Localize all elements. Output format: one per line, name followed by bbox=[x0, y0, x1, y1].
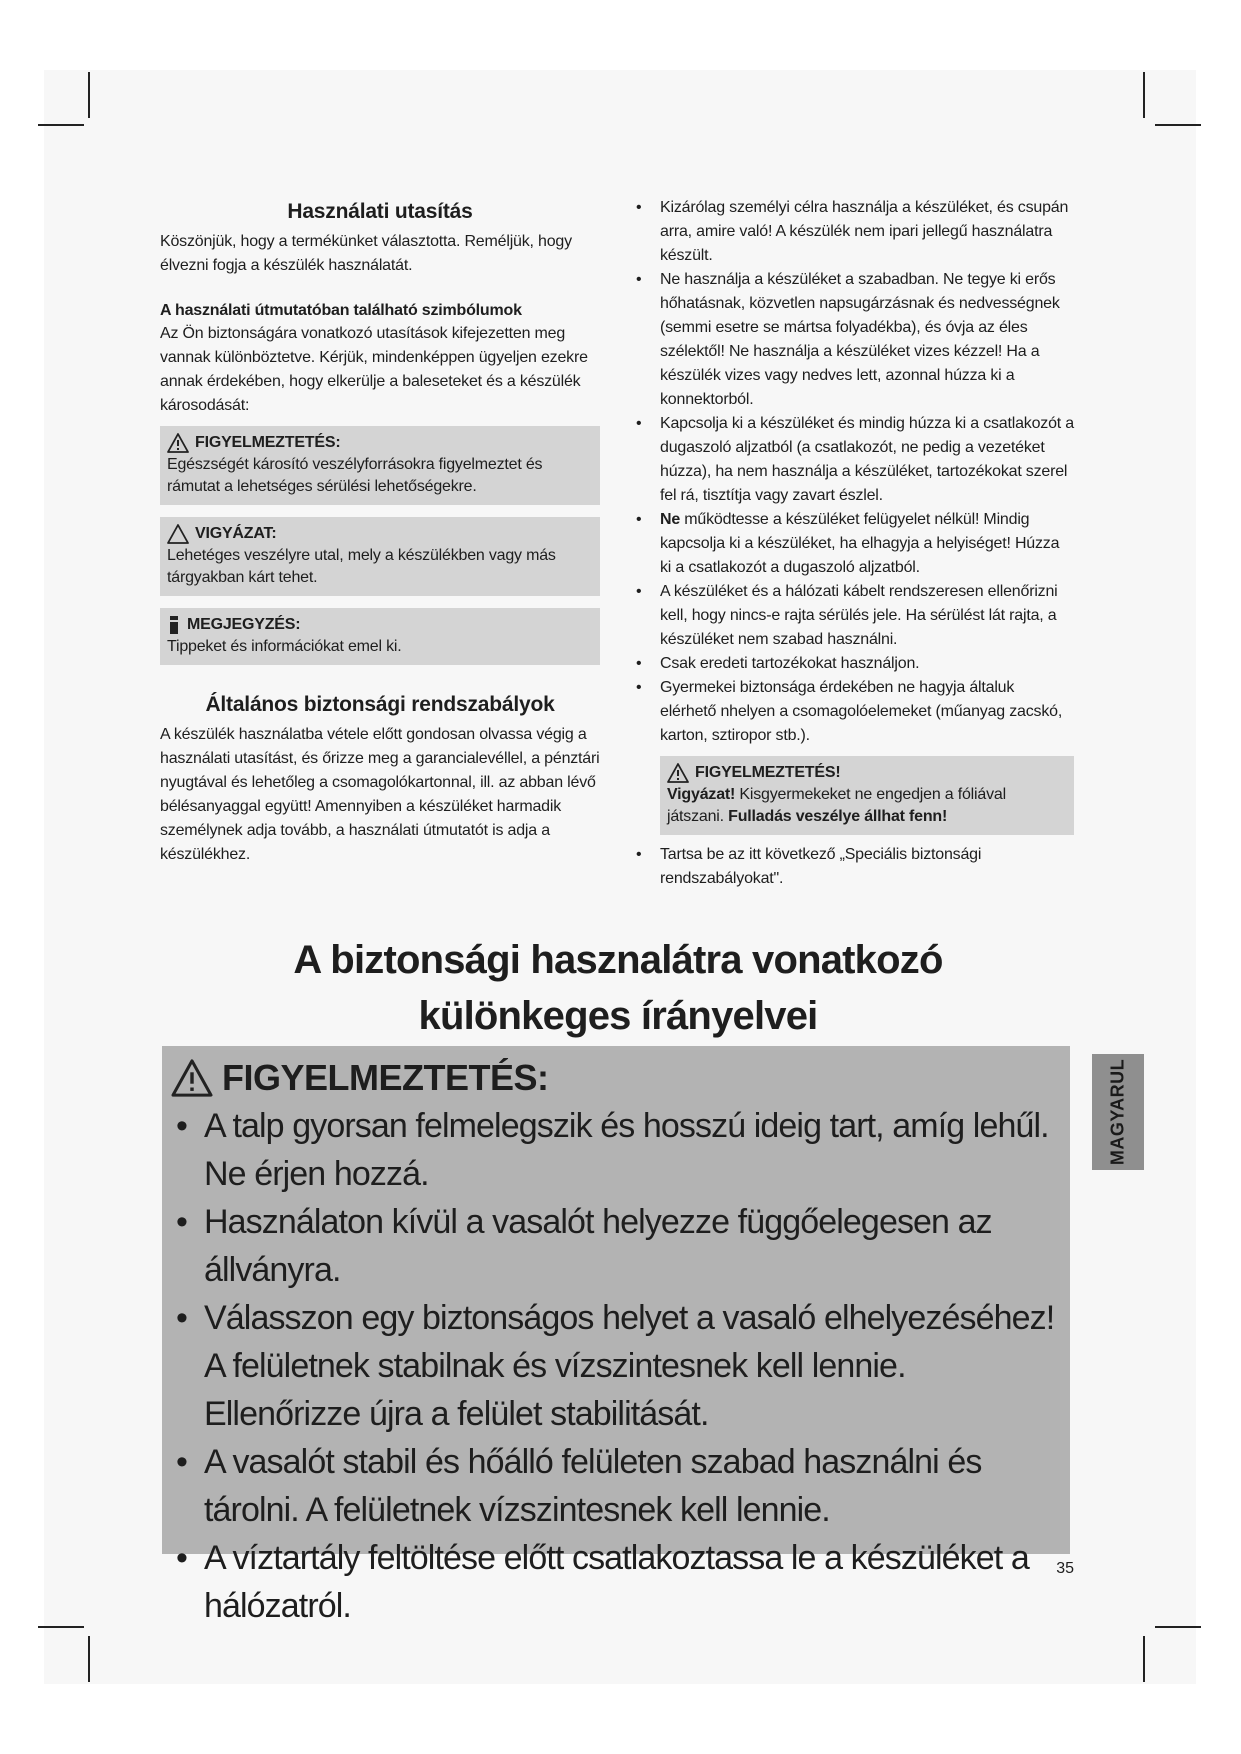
page-number: 35 bbox=[1056, 1560, 1074, 1577]
list-item: • Használaton kívül a vasalót helyezze függőelegesen az állványra. bbox=[170, 1198, 1068, 1294]
language-label: MAGYARUL bbox=[1107, 1058, 1128, 1166]
list-item: • A vasalót stabil és hőálló felületen szabad használni és tárolni. A felületnek vízszintesnek kell lennie. bbox=[170, 1438, 1068, 1534]
info-icon bbox=[167, 615, 181, 635]
note-text: Tippeket és információkat emel ki. bbox=[167, 638, 402, 655]
list-item: • A talp gyorsan felmelegszik és hosszú ideig tart, amíg lehűl. Ne érjen hozzá. bbox=[170, 1102, 1068, 1198]
safety-text: A készülék használatba vétele előtt gondosan olvassa végig a használati utasítást, és őrizze meg a garancialevéllel, a pénztári nyugtával és lehetőleg a csomagolókartonnal, ill. az abban lévő bélésanyaggal együtt! Amennyiben a készüléket harmadik személynek adja tovább, a használati útmutatót is adja a készülékhez. bbox=[160, 726, 600, 863]
crop-mark bbox=[38, 1626, 84, 1628]
crop-mark bbox=[1143, 72, 1145, 118]
warning-triangle-icon bbox=[667, 763, 689, 783]
caution-label: VIGYÁZAT: bbox=[195, 525, 277, 542]
list-item: • Kizárólag személyi célra használja a készüléket, és csupán arra, amire való! A készülék nem ipari jellegű használatra készült. bbox=[632, 196, 1074, 268]
crop-mark bbox=[88, 1636, 90, 1682]
crop-mark bbox=[1155, 124, 1201, 126]
final-bullet-list bbox=[632, 843, 1074, 891]
crop-mark bbox=[1155, 1626, 1201, 1628]
heading-line: különkeges írányelvei bbox=[418, 994, 818, 1038]
list-item: • Ne használja a készüléket a szabadban. Ne tegye ki erős hőhatásnak, közvetlen napsugárzásnak és nedvességnek (semmi esetre se mártsa folyadékba), és óvja az éles szélektől! Ne használja a készüléket vizes kézzel! Ha a készülék vizes vagy nedves lett, azonnal húzza ki a konnektorból. bbox=[632, 268, 1074, 412]
safety-bullet-list bbox=[632, 196, 1074, 748]
safety-title: Általános biztonsági rendszabályok bbox=[205, 693, 555, 716]
special-rules-heading bbox=[160, 932, 1076, 1044]
warning-triangle-icon bbox=[170, 1059, 214, 1097]
list-item: • Válasszon egy biztonságos helyet a vasaló elhelyezéséhez! A felületnek stabilnak és vízszintesnek kell lennie. Ellenőrizze újra a felület stabilitását. bbox=[170, 1294, 1068, 1438]
right-column bbox=[632, 196, 1074, 891]
list-item: • Gyermekei biztonsága érdekében ne hagyja általuk elérhető nhelyen a csomagolóelemeket (műanyag zacskó, karton, sztiropor stb.). bbox=[632, 676, 1074, 748]
warning-sentence: Kisgyermekeket ne engedjen a fóliával játszani. bbox=[667, 786, 1006, 825]
caution-notice bbox=[160, 517, 600, 596]
list-item: • Kapcsolja ki a készüléket és mindig húzza ki a csatlakozót a dugaszoló aljzatból (a csatlakozót, ne pedig a vezetéket húzza), ha nem használja a készüléket, tartozékokat szerel fel rá, tisztítja vagy zavart észlel. bbox=[632, 412, 1074, 508]
bold-suffocation: Fulladás veszélye állhat fenn! bbox=[728, 808, 948, 825]
child-warning-notice bbox=[660, 756, 1074, 835]
list-item: • Csak eredeti tartozékokat használjon. bbox=[632, 652, 1074, 676]
caution-triangle-icon bbox=[167, 524, 189, 544]
warning-label: FIGYELMEZTETÉS: bbox=[195, 434, 341, 451]
bold-ne: Ne bbox=[660, 511, 681, 528]
bullet-text: működtesse a készüléket felügyelet nélkül! Mindig kapcsolja ki a készüléket, ha elhagyja a helyiséget! Húzza ki a csatlakozót a dugaszoló aljzatból. bbox=[660, 511, 1060, 576]
heading-line: A biztonsági hasznalátra vonatkozó bbox=[293, 938, 943, 982]
crop-mark bbox=[88, 72, 90, 118]
crop-mark bbox=[1143, 1636, 1145, 1682]
child-warning-label: FIGYELMEZTETÉS! bbox=[695, 764, 841, 781]
symbols-text: Az Ön biztonságára vonatkozó utasítások kifejezetten meg vannak különböztetve. Kérjük, mindenképpen ügyeljen ezekre annak érdekében, hogy elkerülje a baleseteket és a készülék károsodását: bbox=[160, 325, 588, 414]
caution-text: Lehetéges veszélyre utal, mely a készülékben vagy más tárgyakban kárt tehet. bbox=[167, 547, 556, 586]
child-warning-text bbox=[667, 784, 1066, 828]
list-item: • Tartsa be az itt következő „Speciális biztonsági rendszabályokat". bbox=[632, 843, 1074, 891]
note-notice bbox=[160, 608, 600, 665]
manual-title: Használati utasítás bbox=[287, 200, 473, 223]
symbols-heading: A használati útmutatóban található szimbólumok bbox=[160, 302, 522, 319]
special-warning-label: FIGYELMEZTETÉS: bbox=[222, 1057, 549, 1098]
crop-mark bbox=[38, 124, 84, 126]
warning-notice bbox=[160, 426, 600, 505]
list-item: • A víztartály feltöltése előtt csatlakoztassa le a készüléket a hálózatról. bbox=[170, 1534, 1068, 1630]
language-tab bbox=[1092, 1054, 1144, 1170]
warning-triangle-icon bbox=[167, 433, 189, 453]
warning-text: Egészségét károsító veszélyforrásokra figyelmeztet és rámutat a lehetséges sérülési lehetőségekre. bbox=[167, 456, 543, 495]
note-label: MEGJEGYZÉS: bbox=[187, 616, 301, 633]
list-item: • A készüléket és a hálózati kábelt rendszeresen ellenőrizni kell, hogy nincs-e rajta sérülés jele. Ha sérülést lát rajta, a készüléket nem szabad használni. bbox=[632, 580, 1074, 652]
left-column bbox=[160, 198, 600, 867]
intro-text: Köszönjük, hogy a termékünket választotta. Reméljük, hogy élvezni fogja a készülék használatát. bbox=[160, 233, 572, 274]
bold-caution: Vigyázat! bbox=[667, 786, 736, 803]
special-warning-list bbox=[170, 1102, 1068, 1630]
list-item bbox=[632, 508, 1074, 580]
